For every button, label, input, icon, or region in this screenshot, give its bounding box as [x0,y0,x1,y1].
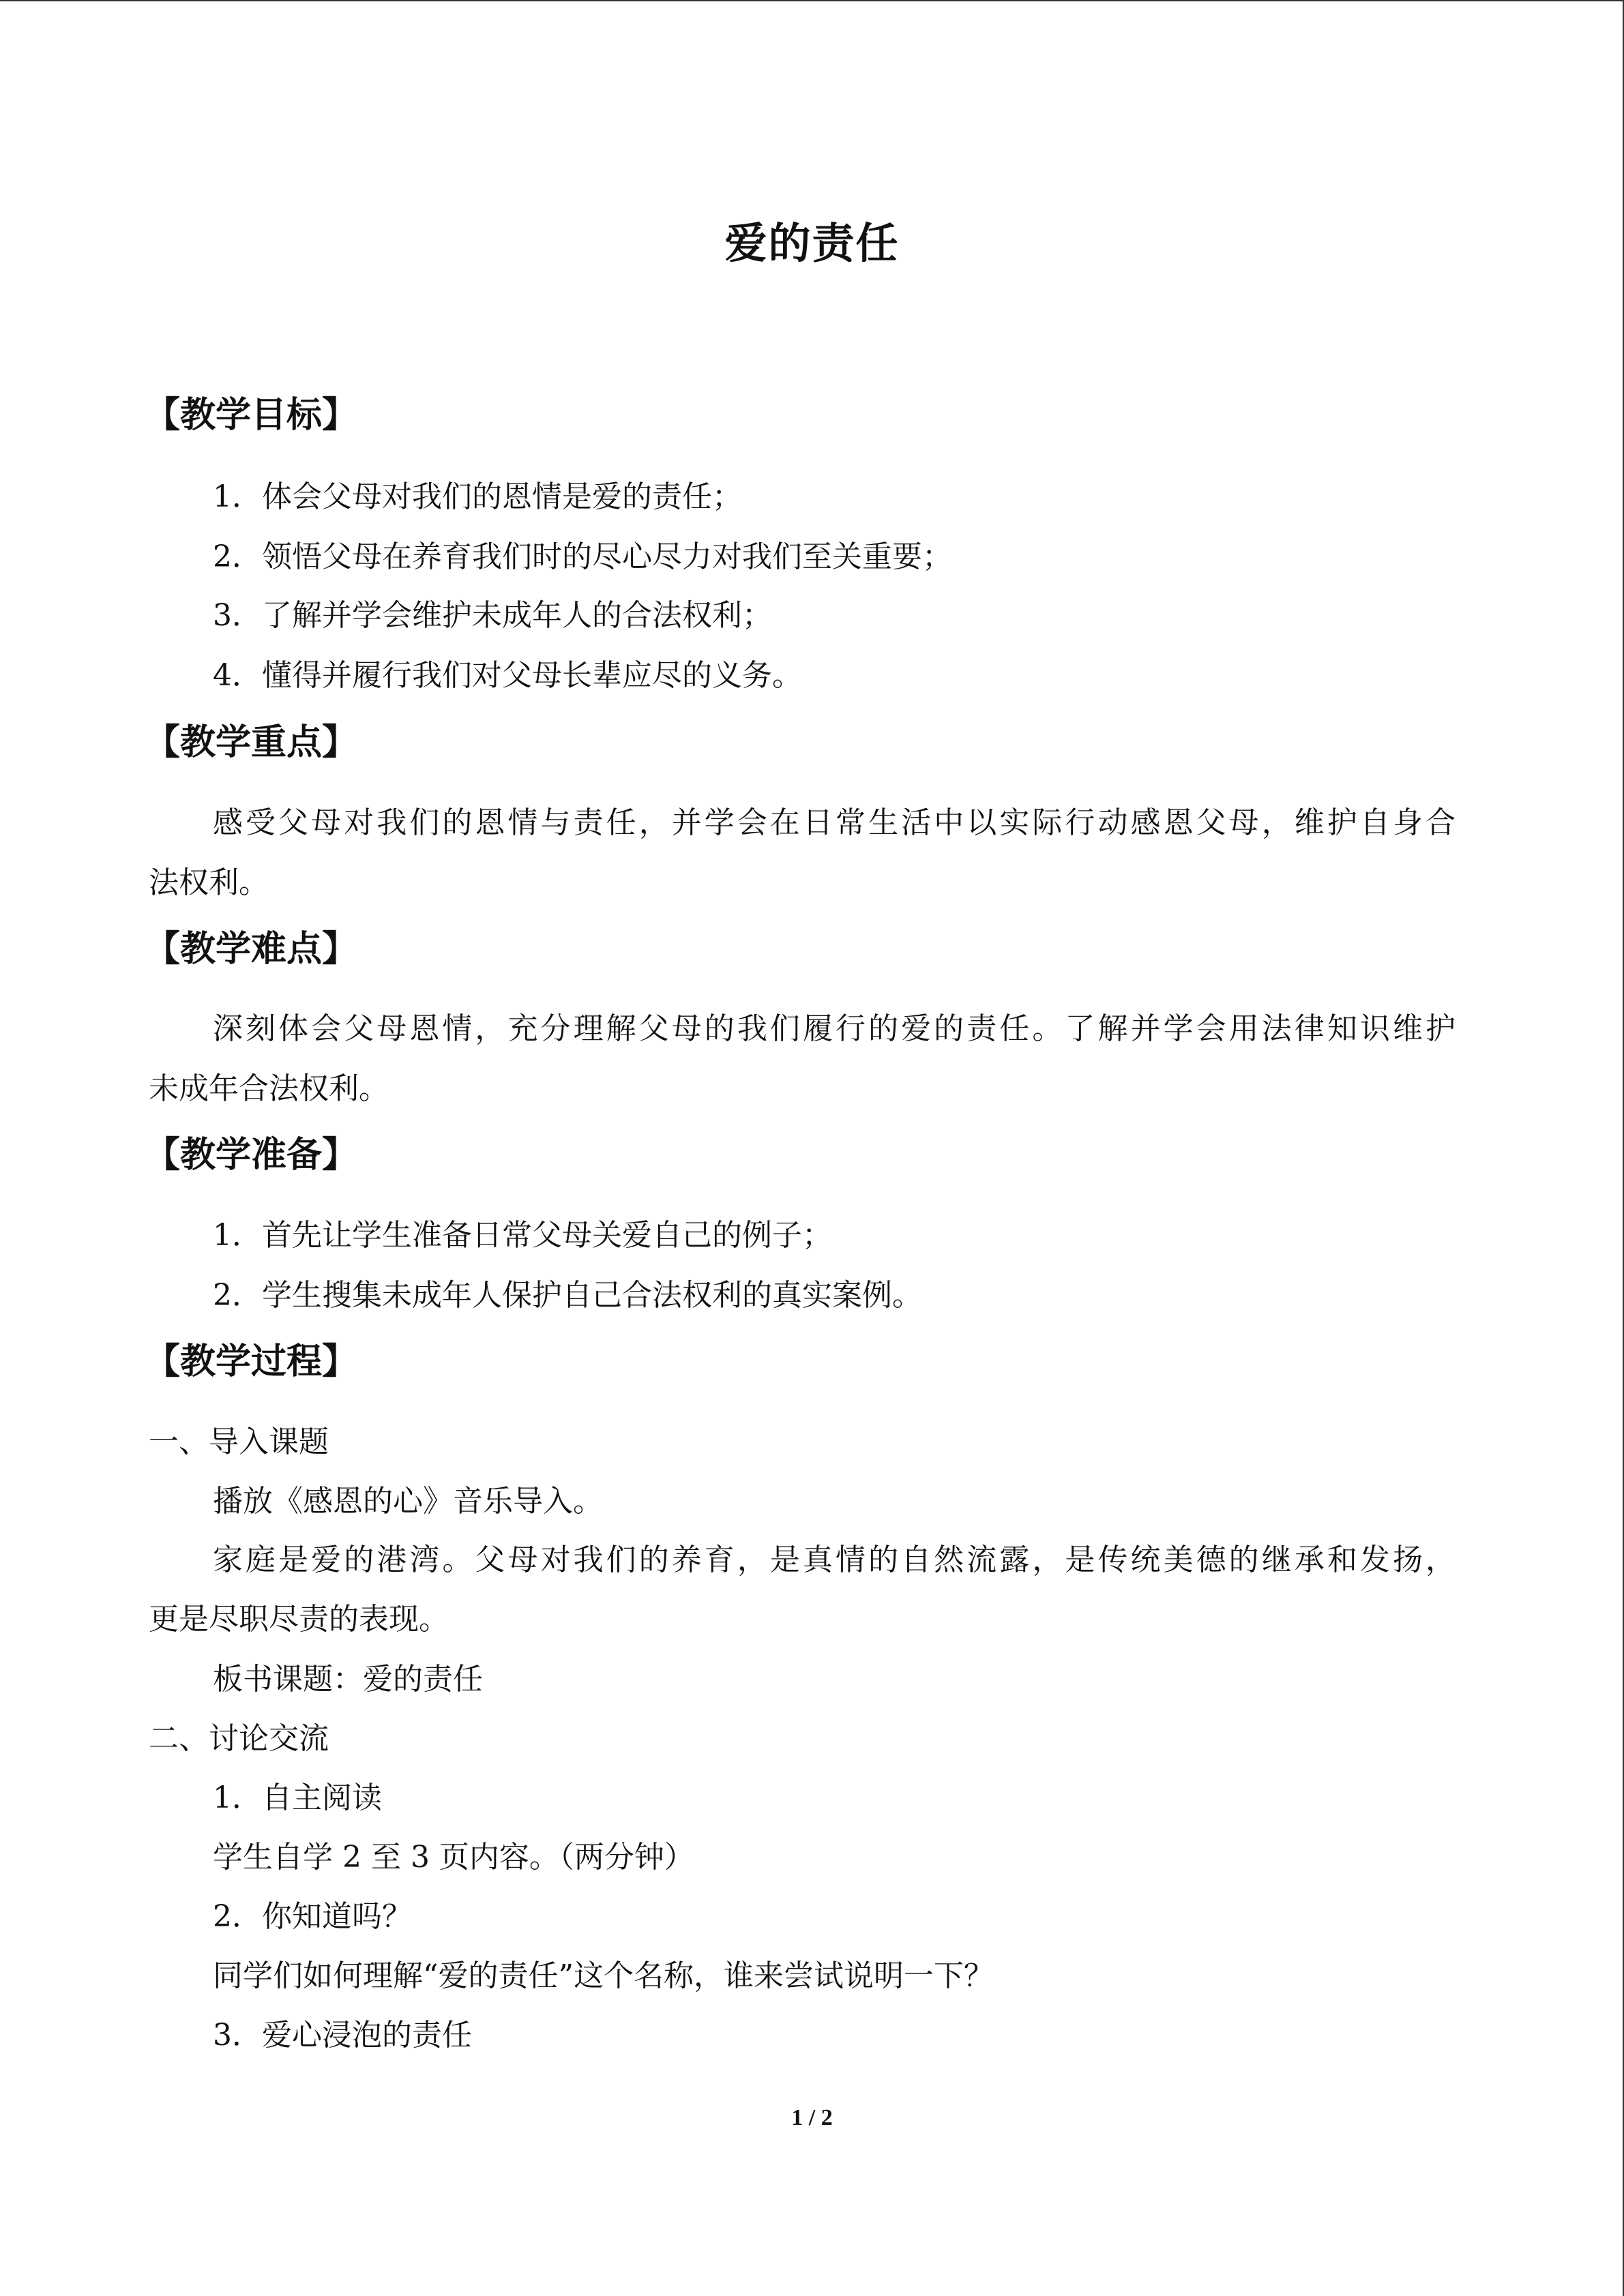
difficulties-line-1: 深刻体会父母恩情，充分理解父母的我们履行的爱的责任。了解并学会用法律知识维护 [213,1011,1456,1046]
heading-preparation: 【教学准备】 [145,1135,358,1176]
process-part1-para-3: 板书课题：爱的责任 [213,1662,483,1697]
heading-difficulties: 【教学难点】 [145,929,358,970]
preparation-item-1: 1．首先让学生准备日常父母关爱自己的例子； [213,1218,832,1253]
page-number: 1 / 2 [791,2105,833,2130]
process-part1-para-2-line-2: 更是尽职尽责的表现。 [149,1602,449,1637]
process-step-2: 2．你知道吗？ [213,1899,412,1934]
heading-objectives: 【教学目标】 [145,395,358,436]
heading-process: 【教学过程】 [145,1341,358,1382]
process-step-1-text: 学生自学 2 至 3 页内容。（两分钟） [213,1840,694,1875]
key-points-line-1: 感受父母对我们的恩情与责任，并学会在日常生活中以实际行动感恩父母，维护自身合 [213,805,1456,840]
heading-key-points: 【教学重点】 [145,722,358,763]
process-step-3: 3．爱心浸泡的责任 [213,2018,472,2053]
objective-item-3: 3．了解并学会维护未成年人的合法权利； [213,598,772,633]
process-part1-para-1: 播放《感恩的心》音乐导入。 [213,1484,603,1519]
process-part2-title: 二、讨论交流 [149,1721,329,1756]
objective-item-2: 2．领悟父母在养育我们时的尽心尽力对我们至关重要； [213,539,952,574]
process-step-2-text: 同学们如何理解“爱的责任”这个名称，谁来尝试说明一下？ [213,1958,994,1993]
objective-item-4: 4．懂得并履行我们对父母长辈应尽的义务。 [213,658,802,693]
document-title: 爱的责任 [724,218,900,268]
process-part1-para-2-line-1: 家庭是爱的港湾。父母对我们的养育，是真情的自然流露，是传统美德的继承和发扬， [213,1542,1456,1577]
key-points-line-2: 法权利。 [149,865,269,900]
objective-item-1: 1．体会父母对我们的恩情是爱的责任； [213,479,742,514]
difficulties-line-2: 未成年合法权利。 [149,1071,389,1106]
preparation-item-2: 2．学生搜集未成年人保护自己合法权利的真实案例。 [213,1278,922,1313]
process-part1-title: 一、导入课题 [149,1425,329,1459]
process-step-1: 1．自主阅读 [213,1780,382,1815]
